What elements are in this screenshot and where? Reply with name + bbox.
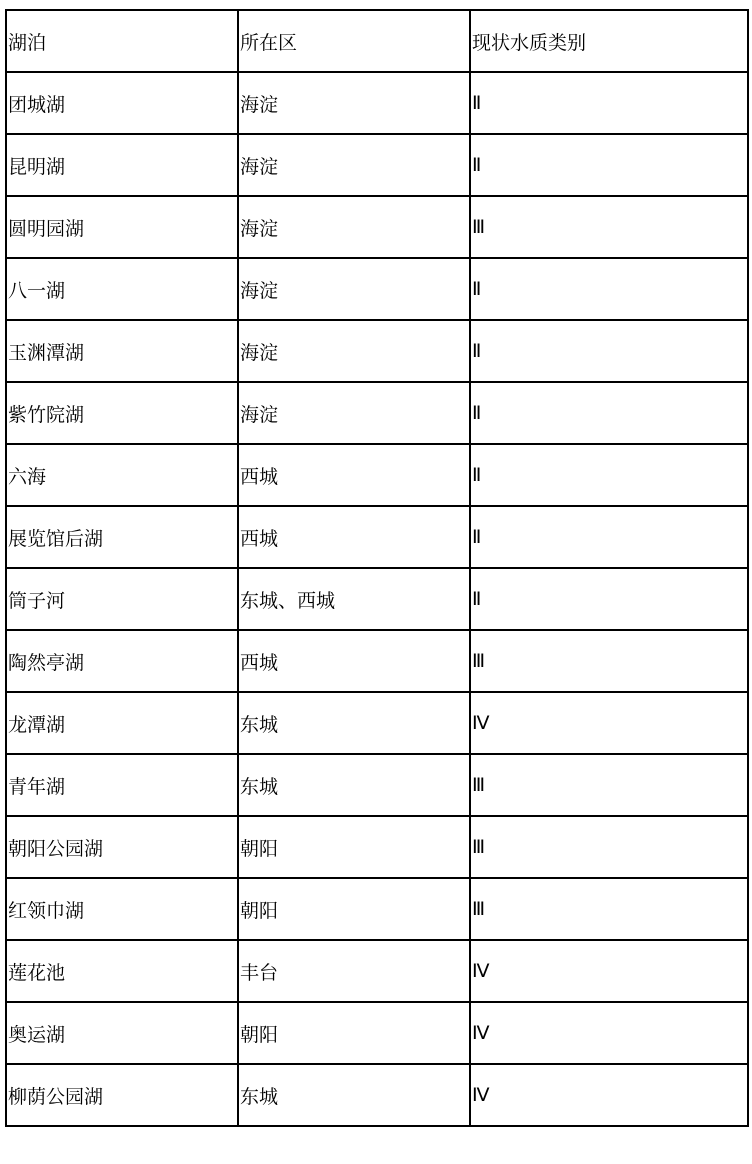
lake-name-cell: 昆明湖 bbox=[6, 134, 238, 196]
lake-name-cell: 青年湖 bbox=[6, 754, 238, 816]
district-cell: 东城 bbox=[238, 692, 470, 754]
table-row bbox=[6, 692, 748, 754]
table-row bbox=[6, 568, 748, 630]
lake-name-cell: 陶然亭湖 bbox=[6, 630, 238, 692]
column-header-district: 所在区 bbox=[238, 10, 470, 72]
district-cell: 朝阳 bbox=[238, 1002, 470, 1064]
lake-name-cell: 玉渊潭湖 bbox=[6, 320, 238, 382]
lake-name-cell: 莲花池 bbox=[6, 940, 238, 1002]
water-quality-cell: Ⅳ bbox=[470, 692, 748, 754]
lake-name-cell: 朝阳公园湖 bbox=[6, 816, 238, 878]
district-cell: 海淀 bbox=[238, 320, 470, 382]
district-cell: 海淀 bbox=[238, 258, 470, 320]
water-quality-cell: Ⅱ bbox=[470, 382, 748, 444]
table-row bbox=[6, 196, 748, 258]
column-header-water-quality: 现状水质类别 bbox=[470, 10, 748, 72]
table-row bbox=[6, 630, 748, 692]
water-quality-cell: Ⅱ bbox=[470, 568, 748, 630]
water-quality-cell: Ⅱ bbox=[470, 72, 748, 134]
water-quality-cell: Ⅲ bbox=[470, 816, 748, 878]
lake-name-cell: 奥运湖 bbox=[6, 1002, 238, 1064]
district-cell: 西城 bbox=[238, 630, 470, 692]
district-cell: 丰台 bbox=[238, 940, 470, 1002]
lake-name-cell: 红领巾湖 bbox=[6, 878, 238, 940]
lake-name-cell: 龙潭湖 bbox=[6, 692, 238, 754]
district-cell: 朝阳 bbox=[238, 878, 470, 940]
district-cell: 东城 bbox=[238, 754, 470, 816]
water-quality-cell: Ⅳ bbox=[470, 1064, 748, 1126]
column-header-lake: 湖泊 bbox=[6, 10, 238, 72]
water-quality-cell: Ⅱ bbox=[470, 258, 748, 320]
water-quality-cell: Ⅲ bbox=[470, 878, 748, 940]
water-quality-cell: Ⅱ bbox=[470, 320, 748, 382]
water-quality-cell: Ⅱ bbox=[470, 506, 748, 568]
water-quality-cell: Ⅳ bbox=[470, 1002, 748, 1064]
table-row bbox=[6, 754, 748, 816]
table-row bbox=[6, 506, 748, 568]
district-cell: 海淀 bbox=[238, 72, 470, 134]
table-body bbox=[6, 72, 748, 1126]
table-row bbox=[6, 444, 748, 506]
table-row bbox=[6, 1064, 748, 1126]
table-row bbox=[6, 878, 748, 940]
lake-name-cell: 柳荫公园湖 bbox=[6, 1064, 238, 1126]
water-quality-cell: Ⅲ bbox=[470, 196, 748, 258]
lake-water-quality-table bbox=[5, 9, 749, 1127]
lake-name-cell: 展览馆后湖 bbox=[6, 506, 238, 568]
district-cell: 西城 bbox=[238, 444, 470, 506]
lake-name-cell: 筒子河 bbox=[6, 568, 238, 630]
table-row bbox=[6, 72, 748, 134]
lake-name-cell: 紫竹院湖 bbox=[6, 382, 238, 444]
table-header-row bbox=[6, 10, 748, 72]
district-cell: 东城 bbox=[238, 1064, 470, 1126]
water-quality-cell: Ⅳ bbox=[470, 940, 748, 1002]
lake-name-cell: 八一湖 bbox=[6, 258, 238, 320]
table-row bbox=[6, 320, 748, 382]
lake-name-cell: 六海 bbox=[6, 444, 238, 506]
district-cell: 海淀 bbox=[238, 134, 470, 196]
district-cell: 朝阳 bbox=[238, 816, 470, 878]
table-row bbox=[6, 940, 748, 1002]
water-quality-cell: Ⅲ bbox=[470, 630, 748, 692]
lake-name-cell: 团城湖 bbox=[6, 72, 238, 134]
water-quality-cell: Ⅱ bbox=[470, 134, 748, 196]
water-quality-cell: Ⅱ bbox=[470, 444, 748, 506]
table-row bbox=[6, 1002, 748, 1064]
table-row bbox=[6, 258, 748, 320]
table-row bbox=[6, 816, 748, 878]
table-row bbox=[6, 382, 748, 444]
table-row bbox=[6, 134, 748, 196]
district-cell: 海淀 bbox=[238, 196, 470, 258]
district-cell: 东城、西城 bbox=[238, 568, 470, 630]
lake-name-cell: 圆明园湖 bbox=[6, 196, 238, 258]
district-cell: 海淀 bbox=[238, 382, 470, 444]
district-cell: 西城 bbox=[238, 506, 470, 568]
water-quality-cell: Ⅲ bbox=[470, 754, 748, 816]
